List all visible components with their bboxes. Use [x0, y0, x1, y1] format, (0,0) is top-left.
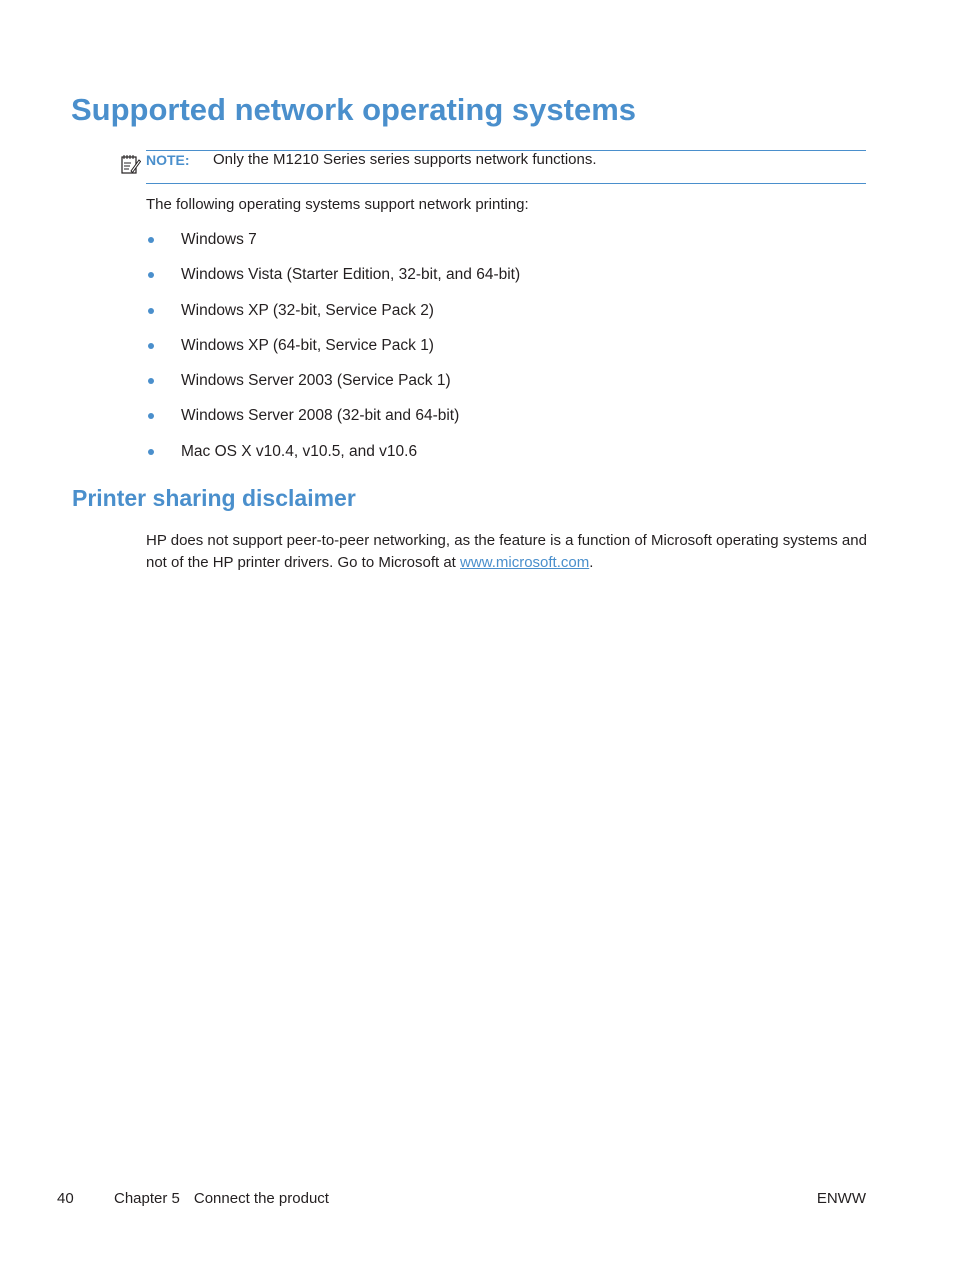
list-item-label: Windows Vista (Starter Edition, 32-bit, and 64-bit): [181, 266, 521, 284]
list-item-label: Windows XP (64-bit, Service Pack 1): [181, 336, 434, 354]
bullet-icon: [148, 449, 154, 455]
page-title: Supported network operating systems: [71, 92, 636, 127]
intro-paragraph: The following operating systems support network printing:: [146, 196, 529, 213]
bullet-icon: [148, 272, 154, 278]
note-pad-icon: [119, 153, 141, 175]
list-item-label: Windows Server 2003 (Service Pack 1): [181, 372, 451, 390]
section-heading: Printer sharing disclaimer: [72, 485, 356, 511]
disclaimer-paragraph: [146, 530, 868, 573]
doc-code: ENWW: [816, 1190, 866, 1207]
bullet-icon: [148, 343, 154, 349]
note-text: Only the M1210 Series series supports network functions.: [213, 151, 597, 168]
bullet-icon: [148, 413, 154, 419]
disclaimer-text: HP does not support peer-to-peer networking, as the feature is a function of Microsoft operating systems and not of the HP printer drivers. Go to Microsoft at: [146, 532, 867, 571]
chapter-title: Connect the product: [193, 1190, 329, 1207]
bullet-icon: [148, 308, 154, 314]
footer-chapter: [114, 1189, 329, 1209]
bullet-icon: [148, 237, 154, 243]
page-number: 40: [57, 1190, 74, 1207]
list-item-label: Windows Server 2008 (32-bit and 64-bit): [181, 407, 460, 425]
list-item-label: Windows XP (32-bit, Service Pack 2): [181, 301, 434, 319]
chapter-number: Chapter 5: [114, 1190, 180, 1207]
list-item-label: Windows 7: [181, 231, 257, 248]
bullet-icon: [148, 378, 154, 384]
disclaimer-end: .: [589, 553, 594, 571]
note-label: NOTE:: [146, 152, 190, 168]
microsoft-link[interactable]: www.microsoft.com: [460, 553, 590, 571]
list-item-label: Mac OS X v10.4, v10.5, and v10.6: [181, 442, 418, 460]
